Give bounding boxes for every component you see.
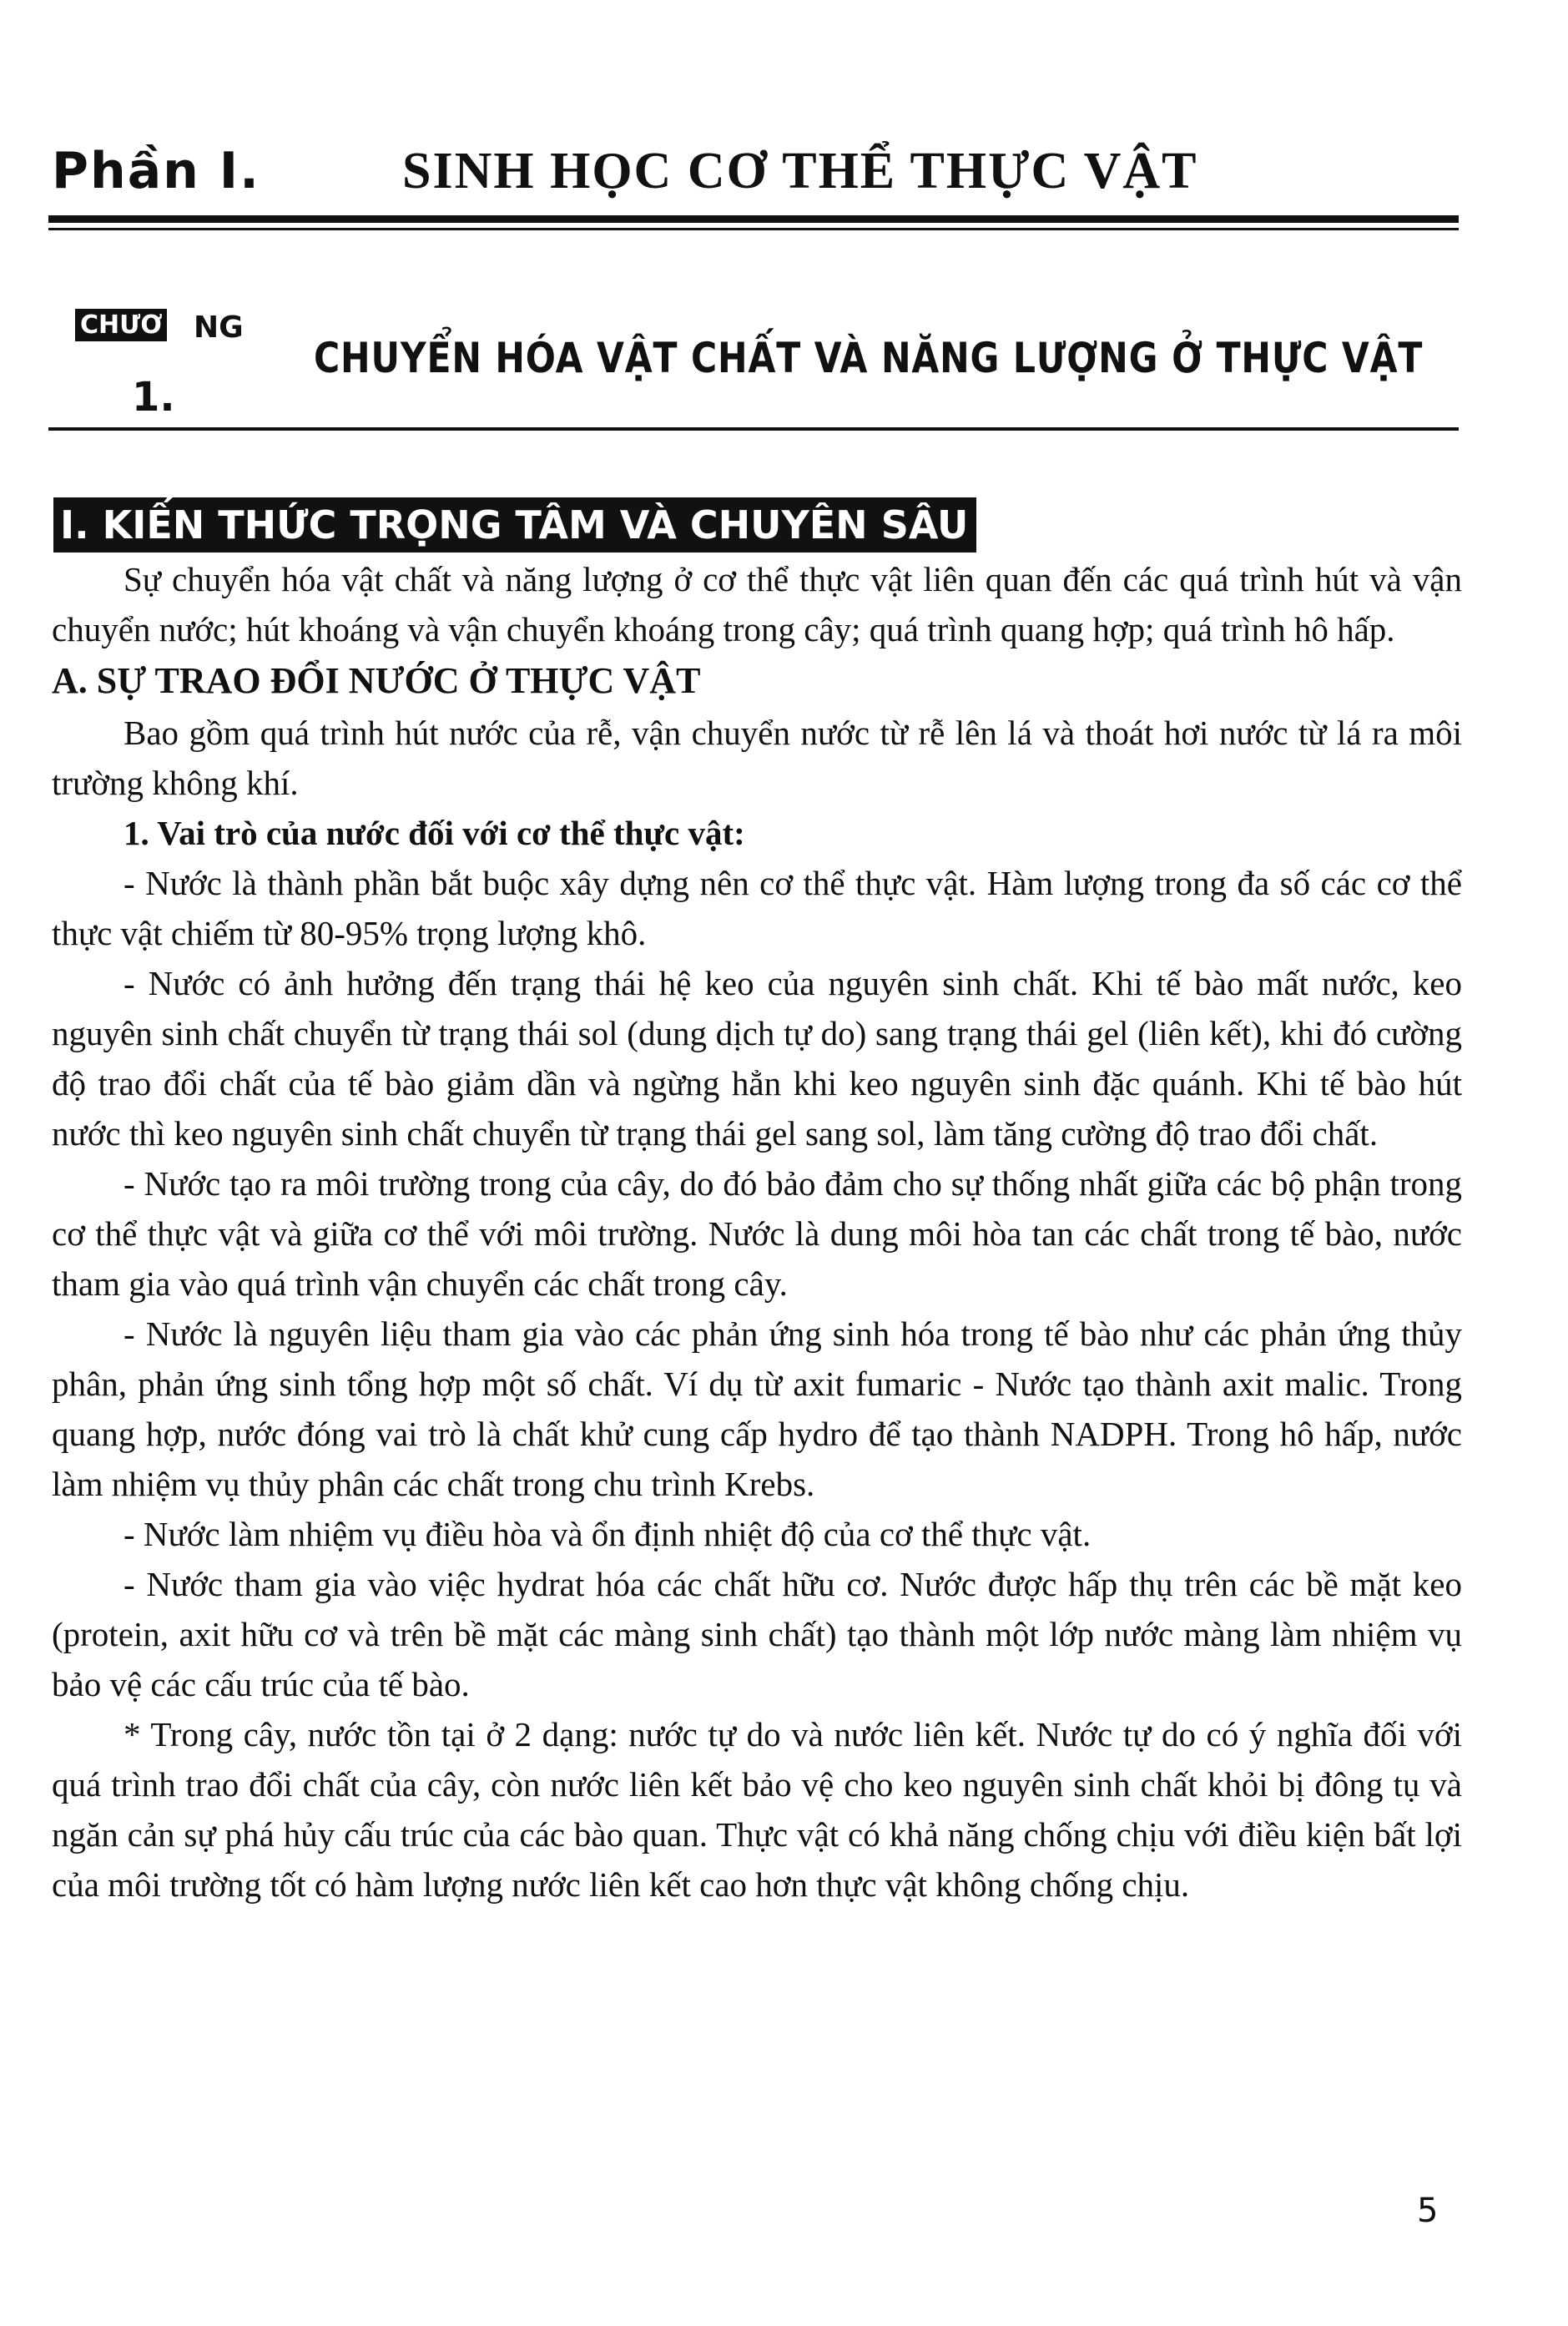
- paragraph: - Nước làm nhiệm vụ điều hòa và ổn định nhiệt độ của cơ thể thực vật.: [124, 1515, 1092, 1553]
- paragraph: - Nước tham gia vào việc hydrat hóa các chất hữu cơ. Nước được hấp thụ trên các bề mặt keo (protein, axit hữu cơ và trên bề mặt các màng sinh chất) tạo thành một lớp nước màng làm nhiệm vụ bảo vệ các cấu trúc của tế bào.: [52, 1565, 1462, 1703]
- item-1-title: 1. Vai trò của nước đối với cơ thể thực vật:: [124, 814, 745, 852]
- part-title: SINH HỌC CƠ THỂ THỰC VẬT: [402, 143, 1198, 199]
- part-rule-thin: [48, 228, 1459, 230]
- body-text: [52, 554, 1462, 1910]
- paragraph: * Trong cây, nước tồn tại ở 2 dạng: nước tự do và nước liên kết. Nước tự do có ý nghĩa đối với quá trình trao đổi chất của cây, còn nước liên kết bảo vệ cho keo nguyên sinh chất khỏi bị đông tụ và ngăn cản sự phá hủy cấu trúc của các bào quan. Thực vật có khả năng chống chịu với điều kiện bất lợi của môi trường tốt có hàm lượng nước liên kết cao hơn thực vật không chống chịu.: [52, 1715, 1462, 1904]
- chapter-number: 1.: [132, 374, 175, 421]
- paragraph: - Nước có ảnh hưởng đến trạng thái hệ keo của nguyên sinh chất. Khi tế bào mất nước, keo nguyên sinh chất chuyển từ trạng thái sol (dung dịch tự do) sang trạng thái gel (liên kết), khi đó cường độ trao đổi chất của tế bào giảm dần và ngừng hẳn khi keo nguyên sinh đặc quánh. Khi tế bào hút nước thì keo nguyên sinh chất chuyển từ trạng thái gel sang sol, làm tăng cường độ trao đổi chất.: [52, 964, 1462, 1153]
- section-heading: I. KIẾN THỨC TRỌNG TÂM VÀ CHUYÊN SÂU: [53, 497, 976, 552]
- chapter-label-prefix: CHƯƠ: [75, 309, 167, 341]
- chapter-title: CHUYỂN HÓA VẬT CHẤT VÀ NĂNG LƯỢNG Ở THỰC VẬT: [314, 334, 1424, 382]
- part-label: Phần I.: [52, 142, 260, 200]
- chapter-label-box: [75, 310, 167, 340]
- paragraph: - Nước là nguyên liệu tham gia vào các phản ứng sinh hóa trong tế bào như các phản ứng thủy phân, phản ứng sinh tổng hợp một số chất. Ví dụ từ axit fumaric - Nước tạo thành axit malic. Trong quang hợp, nước đóng vai trò là chất khử cung cấp hydro để tạo thành NADPH. Trong hô hấp, nước làm nhiệm vụ thủy phân các chất trong chu trình Krebs.: [52, 1314, 1462, 1503]
- intro-paragraph: Sự chuyển hóa vật chất và năng lượng ở cơ thể thực vật liên quan đến các quá trình hút và vận chuyển nước; hút khoáng và vận chuyển khoáng trong cây; quá trình quang hợp; quá trình hô hấp.: [52, 560, 1462, 648]
- chapter-rule: [48, 427, 1459, 431]
- part-header: [52, 142, 1454, 209]
- page-number: 5: [1417, 2192, 1439, 2230]
- paragraph: - Nước tạo ra môi trường trong của cây, do đó bảo đảm cho sự thống nhất giữa các bộ phận trong cơ thể thực vật và giữa cơ thể với môi trường. Nước là dung môi hòa tan các chất trong tế bào, nước tham gia vào quá trình vận chuyển các chất trong cây.: [52, 1164, 1462, 1303]
- paragraph: - Nước là thành phần bắt buộc xây dựng nên cơ thể thực vật. Hàm lượng trong đa số các cơ thể thực vật chiếm từ 80-95% trọng lượng khô.: [52, 864, 1462, 952]
- heading-a: A. SỰ TRAO ĐỔI NƯỚC Ở THỰC VẬT: [52, 660, 701, 701]
- heading-a-description: Bao gồm quá trình hút nước của rễ, vận chuyển nước từ rễ lên lá và thoát hơi nước từ lá ra môi trường không khí.: [52, 714, 1462, 802]
- chapter-label-suffix: NG: [194, 310, 244, 345]
- part-rule-thick: [48, 215, 1459, 223]
